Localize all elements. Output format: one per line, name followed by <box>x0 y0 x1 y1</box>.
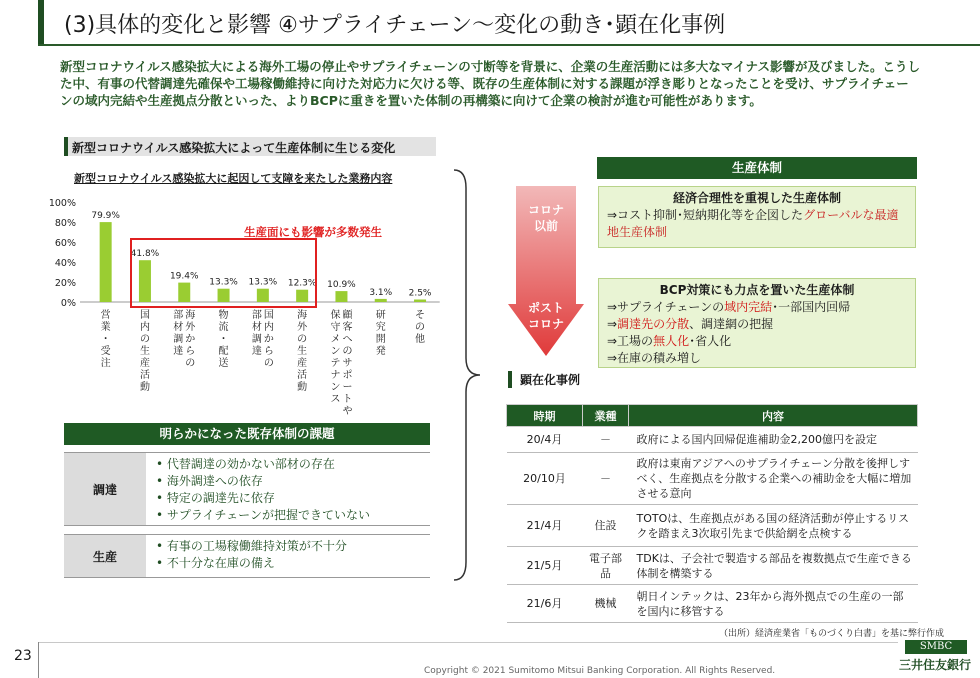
case-date: 21/6月 <box>507 585 583 623</box>
chart-title: 新型コロナウイルス感染拡大に起因して支障を来たした業務内容 <box>74 172 393 185</box>
case-date: 21/4月 <box>507 505 583 547</box>
issue-row-procurement <box>64 452 430 526</box>
before-line-pre: ⇒コスト抑制･短納期化等を企図した <box>607 208 804 222</box>
case-industry: 電子部品 <box>583 547 629 585</box>
column-header: 内容 <box>629 405 918 427</box>
issue-list <box>156 456 370 524</box>
after-box-line-3 <box>607 333 907 350</box>
page-number: 23 <box>14 648 32 664</box>
table-header-row <box>507 405 918 427</box>
before-corona-label: コロナ 以前 <box>527 203 564 233</box>
smbc-logo: SMBC <box>905 640 967 654</box>
x-tick-label: 営業・受注 <box>100 310 111 369</box>
page-divider <box>38 642 39 678</box>
table-row <box>507 585 918 623</box>
table-row <box>507 547 918 585</box>
before-line-red: グローバルな最適地生産体制 <box>607 208 899 239</box>
y-tick-label: 20% <box>54 278 76 289</box>
data-label: 12.3% <box>287 278 317 289</box>
issue-item: • サプライチェーンが把握できていない <box>156 507 370 524</box>
data-label: 3.1% <box>369 287 393 298</box>
issue-item: • 海外調達への依存 <box>156 473 370 490</box>
bar <box>375 299 387 302</box>
case-content: 政府による国内回帰促進補助金2,200億円を設定 <box>629 427 918 453</box>
bar <box>100 222 112 302</box>
x-tick-label: 研究開発 <box>375 310 386 357</box>
bar <box>335 291 347 302</box>
data-label: 10.9% <box>327 280 356 291</box>
data-label: 79.9% <box>91 211 120 222</box>
case-industry: 機械 <box>583 585 629 623</box>
cases-table <box>506 404 918 623</box>
issues-heading: 明らかになった既存体制の課題 <box>64 423 430 445</box>
x-tick-label: 顧客へのサポートや保守メンテナンス <box>330 310 353 417</box>
table-row <box>507 505 918 547</box>
issue-label: 調達 <box>64 453 146 525</box>
source-note: （出所）経済産業省「ものづくり白書」を基に弊行作成 <box>719 629 945 639</box>
chart-section-heading: 新型コロナウイルス感染拡大によって生産体制に生じる変化 <box>64 137 436 156</box>
after-box-line-4: ⇒在庫の積み増し <box>607 351 702 365</box>
issue-item: • 代替調達の効かない部材の存在 <box>156 456 370 473</box>
x-tick-label: 国内の生産活動 <box>139 310 150 393</box>
column-header: 時期 <box>507 405 583 427</box>
issue-item: • 特定の調達先に依存 <box>156 490 370 507</box>
bank-name-logo: 三井住友銀行 <box>899 658 972 672</box>
case-date: 20/10月 <box>507 453 583 505</box>
x-tick-label: 海外の生産活動 <box>297 310 308 393</box>
case-date: 20/4月 <box>507 427 583 453</box>
before-box-line <box>607 207 907 241</box>
highlight-box <box>130 238 317 308</box>
case-industry: － <box>583 427 629 453</box>
post-corona-label: ポスト コロナ <box>527 301 564 331</box>
data-label: 13.3% <box>248 277 278 288</box>
case-content: 政府は東南アジアへのサプライチェーン分散を後押しすべく、生産拠点を分散する企業への補助金を大幅に増加させる意向 <box>629 453 918 505</box>
y-tick-label: 80% <box>54 218 76 229</box>
line-highlight: 調達先の分散 <box>617 317 690 331</box>
data-label: 13.3% <box>209 277 238 288</box>
case-content: TDKは、子会社で製造する部品を複数拠点で生産できる体制を構築する <box>629 547 918 585</box>
line-highlight: 域内完結 <box>724 300 773 314</box>
case-content: 朝日インテックは、23年から海外拠点での生産の一部を国内に移管する <box>629 585 918 623</box>
x-tick-label: その他 <box>415 310 426 345</box>
production-heading: 生産体制 <box>597 157 917 179</box>
data-label: 2.5% <box>408 288 432 299</box>
line-highlight: 無人化 <box>653 334 690 348</box>
x-tick-label: 海外からの部材調達 <box>173 310 196 369</box>
footer-rule <box>38 642 898 643</box>
case-date: 21/5月 <box>507 547 583 585</box>
after-box-line-1 <box>607 299 907 316</box>
column-header: 業種 <box>583 405 629 427</box>
highlight-label: 生産面にも影響が多数発生 <box>244 225 382 239</box>
table-row <box>507 453 918 505</box>
issue-item: • 不十分な在庫の備え <box>156 555 347 572</box>
case-industry: － <box>583 453 629 505</box>
data-label: 41.8% <box>130 249 160 260</box>
after-box-title: BCP対策にも力点を置いた生産体制 <box>659 283 855 297</box>
page-title: (3)具体的変化と影響 ④サプライチェーン～変化の動き･顕在化事例 <box>64 13 726 38</box>
line-text: ⇒サプライチェーンの <box>607 300 725 314</box>
line-text: ･省人化 <box>689 334 732 348</box>
after-box-line-2 <box>607 316 907 333</box>
case-content: TOTOは、生産拠点がある国の経済活動が停止するリスクを踏まえ3次取引先まで供給網を点検する <box>629 505 918 547</box>
chart-heading-mark <box>64 137 68 156</box>
after-production-box <box>598 278 916 368</box>
y-tick-label: 60% <box>54 238 76 249</box>
issue-item: • 有事の工場稼働維持対策が不十分 <box>156 538 347 555</box>
line-text: ⇒ <box>607 317 618 331</box>
issue-label: 生産 <box>64 535 146 577</box>
line-text: 、調達網の把握 <box>689 317 774 331</box>
y-tick-label: 0% <box>60 298 76 309</box>
cases-heading: 顕在化事例 <box>508 371 580 388</box>
right-brace <box>452 168 482 582</box>
table-row <box>507 427 918 453</box>
data-label: 19.4% <box>169 271 199 282</box>
before-box-title: 経済合理性を重視した生産体制 <box>672 191 841 205</box>
line-text: ･一部国内回帰 <box>772 300 851 314</box>
case-industry: 住設 <box>583 505 629 547</box>
x-tick-label: 国内からの部材調達 <box>251 310 274 369</box>
intro-paragraph: 新型コロナウイルス感染拡大による海外工場の停止やサプライチェーンの寸断等を背景に、企業の生産活動には多大なマイナス影響が及びました。こうした中、有事の代替調達先確保や工場稼働維持に向けた対応力に欠ける等、既存の生産体制に対する課題が浮き彫りとなったことを受け、サプライチェーンの域内完結や生産拠点分散といった、よりBCPに重きを置いた体制の再構築に向けて企業の検討が進む可能性があります。 <box>60 59 921 108</box>
line-text: ⇒工場の <box>607 334 654 348</box>
issue-list <box>156 538 347 572</box>
y-tick-label: 100% <box>48 198 76 209</box>
before-production-box <box>598 186 916 248</box>
bar <box>414 300 426 303</box>
issue-row-production <box>64 534 430 578</box>
copyright: Copyright © 2021 Sumitomo Mitsui Banking Corporation. All Rights Reserved. <box>424 666 776 676</box>
x-tick-label: 物流・配送 <box>218 310 229 369</box>
y-tick-label: 40% <box>54 258 76 269</box>
